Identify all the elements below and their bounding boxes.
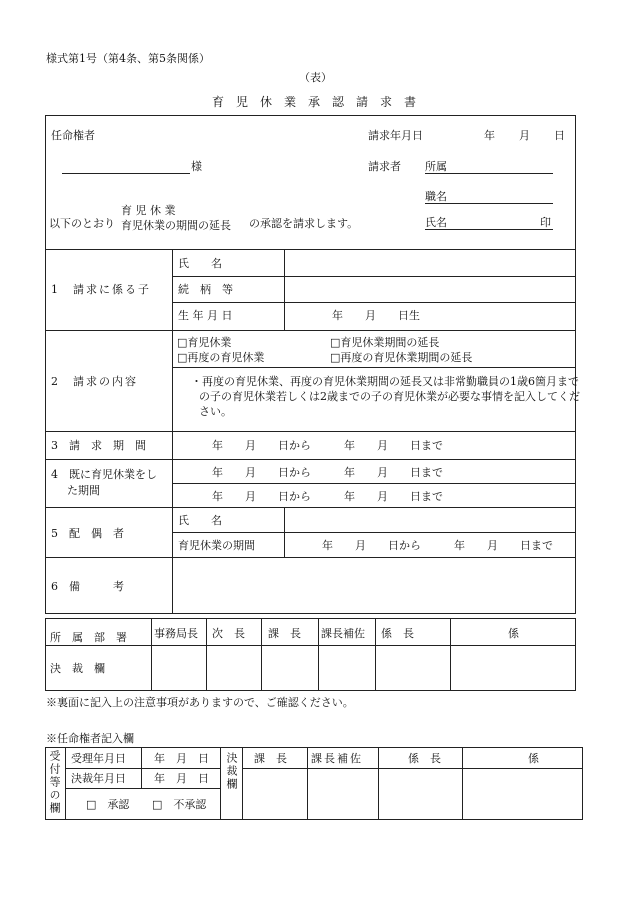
appointer-label: 任命権者 [51, 129, 95, 142]
appointer-section-title: ※任命権者記入欄 [46, 732, 134, 745]
request-date-label: 請求年月日 [368, 129, 423, 142]
spouse-period[interactable]: 年 月 日から 年 月 日まで [322, 539, 553, 552]
sec4-period-1[interactable]: 年 月 日から 年 月 日まで [212, 466, 443, 479]
appointer-col-section-chief: 課 長 [254, 752, 287, 765]
sama-label: 様 [191, 160, 202, 173]
position-label: 職名 [425, 190, 447, 203]
request-month: 月 [519, 129, 530, 142]
name-label: 氏名 [425, 216, 447, 229]
intro-suffix: の承認を請求します。 [249, 217, 359, 230]
sec4-period-2[interactable]: 年 月 日から 年 月 日まで [212, 490, 443, 503]
received-date-label: 受理年月日 [71, 752, 126, 765]
checkbox-leave[interactable]: □育児休業 [177, 336, 232, 349]
approval-col-assistant-chief: 課長補佐 [321, 627, 365, 640]
appointer-name-line[interactable] [62, 173, 190, 174]
disapprove-checkbox[interactable]: □ 不承認 [152, 798, 207, 811]
sec3-period[interactable]: 年 月 日から 年 月 日まで [212, 439, 443, 452]
approval-row1-label: 所 属 部 署 [50, 631, 127, 644]
decided-date-value[interactable]: 年 月 日 [154, 772, 209, 785]
sec1-label: 1 請求に係る子 [51, 283, 151, 296]
sec2-label: 2 請求の内容 [51, 375, 138, 388]
checkbox-re-extension[interactable]: □再度の育児休業期間の延長 [330, 351, 473, 364]
sec6-label: 6 備 考 [51, 580, 124, 593]
child-relation-label: 続 柄 等 [178, 283, 233, 296]
approve-checkbox[interactable]: □ 承認 [86, 798, 130, 811]
intro-prefix: 以下のとおり [49, 217, 115, 230]
appointer-col-staff: 係 [528, 752, 539, 765]
seal-mark: 印 [540, 216, 551, 229]
checkbox-extension[interactable]: □育児休業期間の延長 [330, 336, 440, 349]
affiliation-field[interactable] [425, 173, 553, 174]
received-date-value[interactable]: 年 月 日 [154, 752, 209, 765]
approval-col-unit-chief: 係 長 [381, 627, 414, 640]
spouse-name-label: 氏 名 [178, 514, 222, 527]
position-field[interactable] [425, 203, 553, 204]
child-birth-value[interactable]: 年 月 日生 [332, 309, 420, 322]
notice-text: ※裏面に記入上の注意事項がありますので、ご確認ください。 [46, 696, 354, 709]
approval-col-staff: 係 [508, 627, 519, 640]
intro-option-extension: 育児休業の期間の延長 [121, 219, 231, 232]
sec5-label: 5 配 偶 者 [51, 527, 124, 540]
approval-row2-label: 決 裁 欄 [50, 662, 105, 675]
approval-col-deputy: 次 長 [212, 627, 245, 640]
decided-date-label: 決裁年月日 [71, 772, 126, 785]
spouse-period-label: 育児休業の期間 [178, 539, 255, 552]
appointer-col-unit-chief: 係 長 [408, 752, 441, 765]
approval-col-director: 事務局長 [154, 627, 198, 640]
approval-table [45, 618, 576, 691]
approval-col-section-chief: 課 長 [268, 627, 301, 640]
request-day: 日 [554, 129, 565, 142]
requester-label: 請求者 [368, 160, 401, 173]
kessai-vertical-label: 決裁欄 [225, 752, 238, 791]
child-birth-label: 生 年 月 日 [178, 309, 233, 322]
appointer-col-assistant-chief: 課長補佐 [311, 752, 363, 765]
sec3-label: 3 請 求 期 間 [51, 439, 146, 452]
request-year: 年 [484, 129, 495, 142]
sec2-note[interactable]: ・再度の育児休業、再度の育児休業期間の延長又は非常勤職員の1歳6箇月までの子の育児休業若しくは2歳までの子の育児休業が必要な事情を記入してください。 [191, 375, 580, 418]
affiliation-label: 所属 [425, 160, 447, 173]
name-field[interactable] [425, 229, 553, 230]
child-name-label: 氏 名 [178, 257, 222, 270]
sec4-label-1: 4 既に育児休業をし [51, 468, 157, 481]
form-number: 様式第1号（第4条、第5条関係） [46, 52, 210, 65]
form-side: （表） [299, 71, 332, 84]
checkbox-re-leave[interactable]: □再度の育児休業 [177, 351, 265, 364]
reception-vertical-label: 受付等の欄 [48, 750, 61, 815]
sec4-label-2: た期間 [67, 484, 100, 497]
intro-option-leave: 育 児 休 業 [121, 204, 176, 217]
page-title: 育児休業承認請求書 [212, 95, 429, 109]
